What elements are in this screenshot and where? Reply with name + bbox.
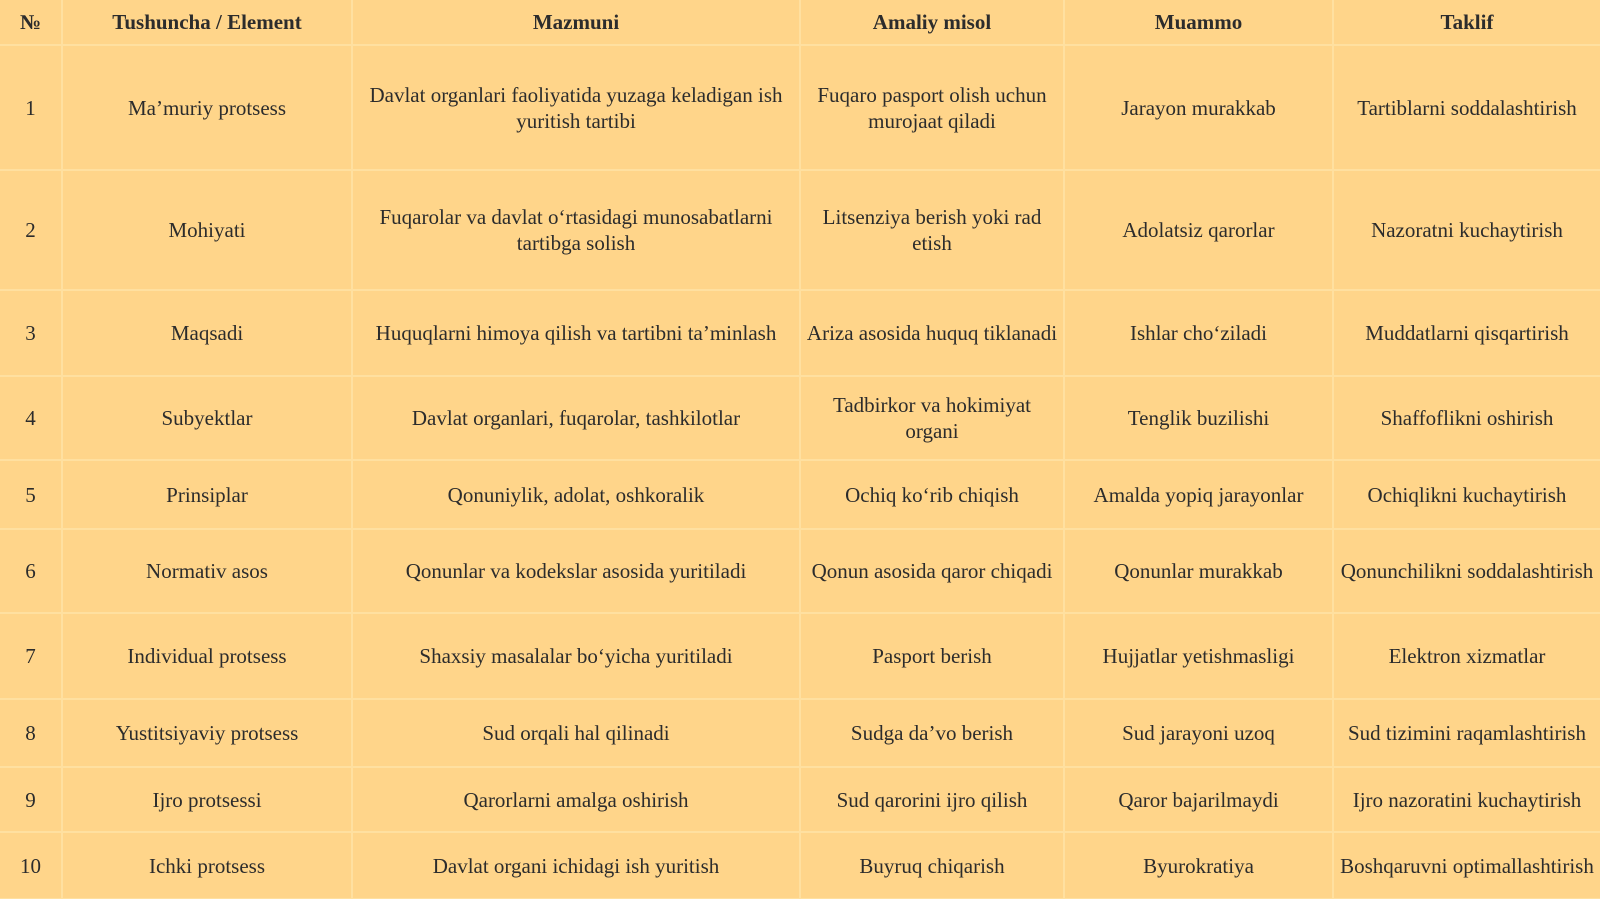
cell-number: 2 bbox=[0, 170, 62, 290]
table-row bbox=[0, 170, 1600, 290]
cell-content: Qarorlarni amalga oshirish bbox=[352, 767, 800, 832]
cell-proposal: Sud tizimini raqamlashtirish bbox=[1333, 699, 1600, 767]
cell-proposal: Qonunchilikni soddalashtirish bbox=[1333, 529, 1600, 613]
cell-content: Davlat organlari faoliyatida yuzaga keladigan ish yuritish tartibi bbox=[352, 45, 800, 170]
cell-content: Davlat organi ichidagi ish yuritish bbox=[352, 832, 800, 899]
cell-proposal: Boshqaruvni optimallashtirish bbox=[1333, 832, 1600, 899]
cell-proposal: Muddatlarni qisqartirish bbox=[1333, 290, 1600, 376]
cell-concept: Yustitsiyaviy protsess bbox=[62, 699, 352, 767]
cell-problem: Jarayon murakkab bbox=[1064, 45, 1333, 170]
header-problem: Muammo bbox=[1064, 0, 1333, 45]
cell-problem: Tenglik buzilishi bbox=[1064, 376, 1333, 460]
cell-concept: Prinsiplar bbox=[62, 460, 352, 529]
table-row bbox=[0, 613, 1600, 699]
cell-number: 6 bbox=[0, 529, 62, 613]
cell-concept: Mohiyati bbox=[62, 170, 352, 290]
cell-example: Tadbirkor va hokimiyat organi bbox=[800, 376, 1064, 460]
cell-example: Pasport berish bbox=[800, 613, 1064, 699]
cell-content: Fuqarolar va davlat o‘rtasidagi munosabatlarni tartibga solish bbox=[352, 170, 800, 290]
cell-problem: Byurokratiya bbox=[1064, 832, 1333, 899]
cell-number: 4 bbox=[0, 376, 62, 460]
cell-problem: Hujjatlar yetishmasligi bbox=[1064, 613, 1333, 699]
cell-number: 3 bbox=[0, 290, 62, 376]
cell-problem: Adolatsiz qarorlar bbox=[1064, 170, 1333, 290]
cell-example: Ochiq ko‘rib chiqish bbox=[800, 460, 1064, 529]
cell-content: Qonuniylik, adolat, oshkoralik bbox=[352, 460, 800, 529]
header-row bbox=[0, 0, 1600, 45]
cell-concept: Subyektlar bbox=[62, 376, 352, 460]
table-row bbox=[0, 290, 1600, 376]
header-number: № bbox=[0, 0, 62, 45]
table-row bbox=[0, 529, 1600, 613]
table-row bbox=[0, 45, 1600, 170]
cell-problem: Sud jarayoni uzoq bbox=[1064, 699, 1333, 767]
header-content: Mazmuni bbox=[352, 0, 800, 45]
cell-proposal: Tartiblarni soddalashtirish bbox=[1333, 45, 1600, 170]
cell-example: Fuqaro pasport olish uchun murojaat qiladi bbox=[800, 45, 1064, 170]
cell-content: Davlat organlari, fuqarolar, tashkilotlar bbox=[352, 376, 800, 460]
cell-content: Qonunlar va kodekslar asosida yuritiladi bbox=[352, 529, 800, 613]
header-concept: Tushuncha / Element bbox=[62, 0, 352, 45]
cell-concept: Maqsadi bbox=[62, 290, 352, 376]
cell-proposal: Shaffoflikni oshirish bbox=[1333, 376, 1600, 460]
cell-number: 7 bbox=[0, 613, 62, 699]
header-proposal: Taklif bbox=[1333, 0, 1600, 45]
header-example: Amaliy misol bbox=[800, 0, 1064, 45]
cell-concept: Normativ asos bbox=[62, 529, 352, 613]
cell-example: Qonun asosida qaror chiqadi bbox=[800, 529, 1064, 613]
cell-example: Litsenziya berish yoki rad etish bbox=[800, 170, 1064, 290]
cell-content: Shaxsiy masalalar bo‘yicha yuritiladi bbox=[352, 613, 800, 699]
cell-number: 5 bbox=[0, 460, 62, 529]
cell-proposal: Ijro nazoratini kuchaytirish bbox=[1333, 767, 1600, 832]
cell-problem: Qaror bajarilmaydi bbox=[1064, 767, 1333, 832]
cell-number: 1 bbox=[0, 45, 62, 170]
table-row bbox=[0, 767, 1600, 832]
cell-example: Sudga da’vo berish bbox=[800, 699, 1064, 767]
cell-example: Buyruq chiqarish bbox=[800, 832, 1064, 899]
cell-concept: Ichki protsess bbox=[62, 832, 352, 899]
cell-example: Sud qarorini ijro qilish bbox=[800, 767, 1064, 832]
cell-proposal: Ochiqlikni kuchaytirish bbox=[1333, 460, 1600, 529]
cell-problem: Amalda yopiq jarayonlar bbox=[1064, 460, 1333, 529]
cell-concept: Ijro protsessi bbox=[62, 767, 352, 832]
cell-problem: Qonunlar murakkab bbox=[1064, 529, 1333, 613]
table-row bbox=[0, 376, 1600, 460]
cell-concept: Individual protsess bbox=[62, 613, 352, 699]
cell-content: Sud orqali hal qilinadi bbox=[352, 699, 800, 767]
table-row bbox=[0, 699, 1600, 767]
table-row bbox=[0, 460, 1600, 529]
cell-concept: Ma’muriy protsess bbox=[62, 45, 352, 170]
cell-number: 9 bbox=[0, 767, 62, 832]
cell-example: Ariza asosida huquq tiklanadi bbox=[800, 290, 1064, 376]
cell-number: 10 bbox=[0, 832, 62, 899]
cell-problem: Ishlar cho‘ziladi bbox=[1064, 290, 1333, 376]
cell-content: Huquqlarni himoya qilish va tartibni ta’minlash bbox=[352, 290, 800, 376]
cell-number: 8 bbox=[0, 699, 62, 767]
table-row bbox=[0, 832, 1600, 899]
cell-proposal: Nazoratni kuchaytirish bbox=[1333, 170, 1600, 290]
cell-proposal: Elektron xizmatlar bbox=[1333, 613, 1600, 699]
